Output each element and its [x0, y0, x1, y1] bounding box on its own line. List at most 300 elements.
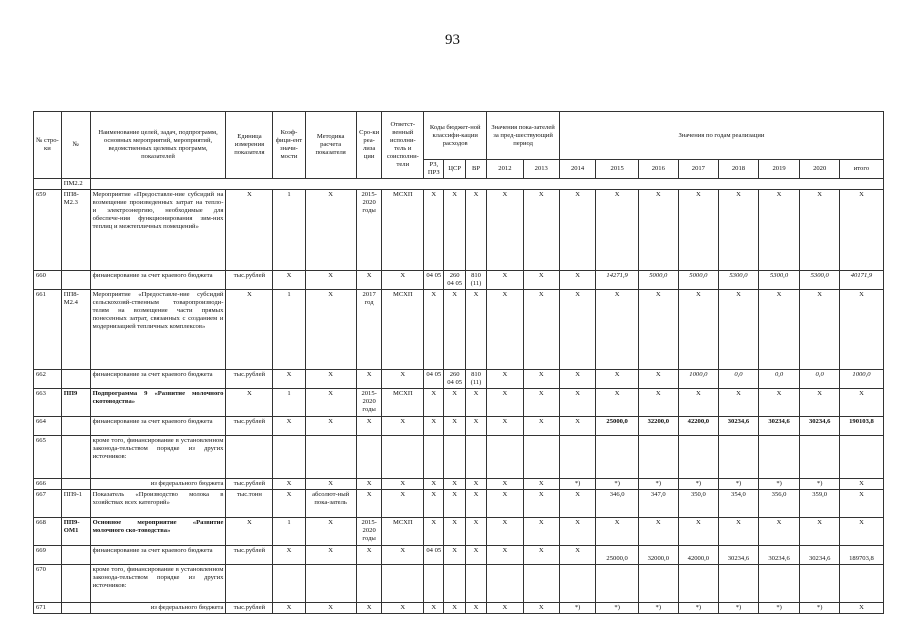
row-rz: Х [424, 417, 444, 436]
row-coef: 1 [273, 190, 305, 271]
table-cell [273, 436, 305, 479]
row-2017: Х [678, 518, 719, 546]
row-2017: 42200,0 [678, 417, 719, 436]
row-2014: Х [559, 546, 595, 565]
table-cell [639, 565, 679, 603]
row-csr: Х [444, 603, 465, 614]
row-total: Х [839, 518, 883, 546]
row-executor: Х [382, 479, 424, 490]
row-unit: тыс.рублей [226, 370, 273, 389]
row-name: финансирование за счет краевого бюджета [90, 417, 226, 436]
table-row [34, 565, 884, 603]
table-cell [382, 565, 424, 603]
row-2012: Х [487, 479, 523, 490]
table-cell [678, 436, 719, 479]
row-rz: Х [424, 190, 444, 271]
row-method: Х [305, 417, 356, 436]
row-total: 189703,8 [839, 546, 883, 565]
row-2012: Х [487, 546, 523, 565]
row-code: ПП9 [61, 389, 90, 417]
row-number: 663 [34, 389, 62, 417]
table-cell [465, 565, 486, 603]
row-csr: Х [444, 290, 465, 370]
row-coef: Х [273, 370, 305, 389]
row-code: ПП8-М2.4 [61, 290, 90, 370]
row-vr: Х [465, 417, 486, 436]
row-2019: Х [758, 389, 800, 417]
row-number: 671 [34, 603, 62, 614]
row-rz: 04 05 [424, 546, 444, 565]
row-2016: Х [639, 389, 679, 417]
row-coef: Х [273, 490, 305, 518]
row-executor: МСХП [382, 190, 424, 271]
header-2015: 2015 [596, 160, 639, 179]
row-term: 2015-2020 годы [356, 518, 382, 546]
row-2019: 30234,6 [758, 417, 800, 436]
row-vr: Х [465, 546, 486, 565]
row-2014: Х [559, 490, 595, 518]
row-number: 666 [34, 479, 62, 490]
row-2012: Х [487, 603, 523, 614]
row-method: Х [305, 518, 356, 546]
row-2020: Х [800, 190, 840, 271]
row-name: Показатель «Производство молока в хозяйствах всех категорий» [90, 490, 226, 518]
row-unit: Х [226, 190, 273, 271]
row-term: Х [356, 603, 382, 614]
header-2014: 2014 [559, 160, 595, 179]
program-table [33, 111, 884, 614]
row-2014: Х [559, 271, 595, 290]
row-2016: Х [639, 370, 679, 389]
row-unit: тыс.рублей [226, 417, 273, 436]
row-2015: Х [596, 518, 639, 546]
row-name: из федерального бюджета [90, 603, 226, 614]
row-2019: 0,0 [758, 370, 800, 389]
header-executor: Ответст-венный исполни-тель и соисполни-тели [382, 112, 424, 179]
row-method: Х [305, 389, 356, 417]
row-2013: Х [523, 603, 559, 614]
header-method: Методика расчета показателя [305, 112, 356, 179]
row-total: Х [839, 190, 883, 271]
row-code [61, 603, 90, 614]
row-coef: 1 [273, 518, 305, 546]
row-unit: тыс.рублей [226, 479, 273, 490]
row-2018: 354,0 [719, 490, 759, 518]
header-row-number: № стро-ки [34, 112, 62, 179]
table-cell [356, 436, 382, 479]
header-2012: 2012 [487, 160, 523, 179]
row-code: ПП9-1 [61, 490, 90, 518]
row-executor: Х [382, 417, 424, 436]
row-2012: Х [487, 190, 523, 271]
table-cell [226, 436, 273, 479]
row-2013: Х [523, 389, 559, 417]
row-2019: 30234,6 [758, 546, 800, 565]
header-unit: Единица измерения показателя [226, 112, 273, 179]
row-executor: МСХП [382, 290, 424, 370]
row-2015: Х [596, 290, 639, 370]
row-number: 668 [34, 518, 62, 546]
table-cell [596, 565, 639, 603]
row-number: 670 [34, 565, 62, 603]
row-vr: Х [465, 490, 486, 518]
row-method: Х [305, 479, 356, 490]
row-2018: Х [719, 290, 759, 370]
table-cell [839, 436, 883, 479]
row-2019: 5300,0 [758, 271, 800, 290]
row-number: 664 [34, 417, 62, 436]
row-name: кроме того, финансирование в установленном законода-тельством порядке из других источников: [90, 436, 226, 479]
row-2019: *) [758, 603, 800, 614]
header-2016: 2016 [639, 160, 679, 179]
row-vr: 810 (11) [465, 271, 486, 290]
row-name: Подпрограмма 9 «Развитие молочного скотоводства» [90, 389, 226, 417]
table-row [34, 479, 884, 490]
header-2019: 2019 [758, 160, 800, 179]
row-coef: 1 [273, 389, 305, 417]
row-vr: Х [465, 603, 486, 614]
row-2017: 42000,0 [678, 546, 719, 565]
row-2013: Х [523, 490, 559, 518]
row-2017: Х [678, 190, 719, 271]
row-2018: Х [719, 518, 759, 546]
row-vr: 810 (11) [465, 370, 486, 389]
row-2013: Х [523, 479, 559, 490]
row-2012: Х [487, 370, 523, 389]
row-name: Основное мероприятие «Развитие молочного ско-товодства» [90, 518, 226, 546]
row-2019: Х [758, 190, 800, 271]
row-coef: Х [273, 271, 305, 290]
row-unit: тыс.рублей [226, 271, 273, 290]
row-2015: 346,0 [596, 490, 639, 518]
row-unit: тыс.рублей [226, 603, 273, 614]
row-vr: Х [465, 389, 486, 417]
table-cell [61, 565, 90, 603]
row-2016: 5000,0 [639, 271, 679, 290]
table-cell [487, 436, 523, 479]
row-code [61, 417, 90, 436]
row-number: 667 [34, 490, 62, 518]
row-term: Х [356, 479, 382, 490]
row-code [61, 479, 90, 490]
row-2019: Х [758, 290, 800, 370]
row-number: 665 [34, 436, 62, 479]
row-name: кроме того, финансирование в установленном законода-тельством порядке из других источников: [90, 565, 226, 603]
table-cell [273, 565, 305, 603]
row-2012: Х [487, 417, 523, 436]
row-2015: 25000,0 [596, 417, 639, 436]
table-cell [523, 436, 559, 479]
row-csr: Х [444, 546, 465, 565]
table-cell [465, 436, 486, 479]
row-term: 2015-2020 годы [356, 389, 382, 417]
table-row [34, 518, 884, 546]
header-coefficient: Коэф-фици-ент значи-мости [273, 112, 305, 179]
table-cell [758, 565, 800, 603]
row-term: Х [356, 271, 382, 290]
table-row [34, 546, 884, 565]
table-cell [34, 179, 62, 190]
row-method: Х [305, 190, 356, 271]
row-term: 2015-2020 годы [356, 190, 382, 271]
row-2017: Х [678, 389, 719, 417]
row-2016: Х [639, 290, 679, 370]
row-2020: 30234,6 [800, 546, 840, 565]
row-code [61, 271, 90, 290]
table-cell [305, 436, 356, 479]
row-number: 661 [34, 290, 62, 370]
row-2016: Х [639, 518, 679, 546]
row-rz: 04 05 [424, 271, 444, 290]
table-cell [444, 565, 465, 603]
row-2016: 32000,0 [639, 546, 679, 565]
row-name: Мероприятие «Предоставле-ние субсидий сельскохозяй-ственным товаропроизводи-телям на возмещение части прямых понесенных затрат, связанных с созданием и модернизацией тепличных комплексов» [90, 290, 226, 370]
row-2019: 356,0 [758, 490, 800, 518]
table-row [34, 436, 884, 479]
row-2017: 350,0 [678, 490, 719, 518]
row-2014: Х [559, 518, 595, 546]
row-2018: 30234,6 [719, 417, 759, 436]
row-2014: *) [559, 603, 595, 614]
row-2018: *) [719, 603, 759, 614]
row-term: Х [356, 417, 382, 436]
header-csr: ЦСР [444, 160, 465, 179]
table-cell [487, 565, 523, 603]
row-2013: Х [523, 546, 559, 565]
header-2017: 2017 [678, 160, 719, 179]
row-2014: Х [559, 389, 595, 417]
row-vr: Х [465, 479, 486, 490]
row-coef: Х [273, 479, 305, 490]
table-row [34, 490, 884, 518]
row-2016: 32200,0 [639, 417, 679, 436]
row-2015: Х [596, 370, 639, 389]
table-row [34, 603, 884, 614]
row-2019: *) [758, 479, 800, 490]
row-unit: Х [226, 389, 273, 417]
row-2017: 5000,0 [678, 271, 719, 290]
row-vr: Х [465, 518, 486, 546]
header-number: № [61, 112, 90, 179]
table-row [34, 370, 884, 389]
table-cell [559, 565, 595, 603]
row-executor: Х [382, 271, 424, 290]
table-cell [382, 436, 424, 479]
row-name: финансирование за счет краевого бюджета [90, 370, 226, 389]
row-2015: 25000,0 [596, 546, 639, 565]
table-row [34, 417, 884, 436]
row-csr: Х [444, 518, 465, 546]
row-name: финансирование за счет краевого бюджета [90, 546, 226, 565]
row-2013: Х [523, 290, 559, 370]
row-2018: 0,0 [719, 370, 759, 389]
row-rz: Х [424, 603, 444, 614]
row-2020: 5300,0 [800, 271, 840, 290]
row-2017: 1000,0 [678, 370, 719, 389]
table-row [34, 389, 884, 417]
row-total: 1000,0 [839, 370, 883, 389]
row-2015: Х [596, 190, 639, 271]
row-total: 40171,9 [839, 271, 883, 290]
table-cell [226, 565, 273, 603]
row-2020: Х [800, 290, 840, 370]
table-cell [678, 565, 719, 603]
row-2012: Х [487, 490, 523, 518]
row-method: Х [305, 603, 356, 614]
row-total: Х [839, 479, 883, 490]
header-name: Наименование целей, задач, подпрограмм, основных мероприятий, мероприятий, ведомственных целевых программ, показателей [90, 112, 226, 179]
row-2020: 0,0 [800, 370, 840, 389]
table-cell [90, 179, 883, 190]
row-csr: Х [444, 190, 465, 271]
table-cell [424, 565, 444, 603]
table-cell [356, 565, 382, 603]
row-2012: Х [487, 271, 523, 290]
row-2017: *) [678, 603, 719, 614]
table-cell [61, 436, 90, 479]
row-total: 190103,8 [839, 417, 883, 436]
table-cell [719, 565, 759, 603]
header-previous-period: Значения пока-зателей за пред-шествующий период [487, 112, 560, 160]
row-number: 669 [34, 546, 62, 565]
table-cell [800, 565, 840, 603]
table-row [34, 290, 884, 370]
row-2017: *) [678, 479, 719, 490]
row-term: Х [356, 370, 382, 389]
row-method: Х [305, 271, 356, 290]
row-2015: *) [596, 479, 639, 490]
table-cell [596, 436, 639, 479]
row-2016: *) [639, 603, 679, 614]
row-2020: Х [800, 389, 840, 417]
pm-label: ПМ2.2 [61, 179, 90, 190]
row-executor: Х [382, 603, 424, 614]
row-2018: Х [719, 190, 759, 271]
header-total: итого [839, 160, 883, 179]
row-2015: Х [596, 389, 639, 417]
row-rz: Х [424, 389, 444, 417]
table-cell [559, 436, 595, 479]
row-2020: *) [800, 479, 840, 490]
table-cell [800, 436, 840, 479]
row-2013: Х [523, 271, 559, 290]
row-total: Х [839, 490, 883, 518]
table-cell [424, 436, 444, 479]
row-coef: Х [273, 546, 305, 565]
header-budget-codes: Коды бюджет-ной классифи-кации расходов [424, 112, 487, 160]
row-method: Х [305, 546, 356, 565]
row-rz: 04 05 [424, 370, 444, 389]
row-code [61, 546, 90, 565]
row-unit: тыс.рублей [226, 546, 273, 565]
row-total: Х [839, 290, 883, 370]
row-number: 660 [34, 271, 62, 290]
row-executor: МСХП [382, 389, 424, 417]
row-code: ПП9-ОМ1 [61, 518, 90, 546]
row-2014: Х [559, 190, 595, 271]
row-2013: Х [523, 370, 559, 389]
row-coef: 1 [273, 290, 305, 370]
row-term: Х [356, 490, 382, 518]
row-method: Х [305, 290, 356, 370]
table-cell [444, 436, 465, 479]
row-2015: *) [596, 603, 639, 614]
row-2012: Х [487, 290, 523, 370]
row-executor: Х [382, 370, 424, 389]
header-2020: 2020 [800, 160, 840, 179]
table-row [34, 271, 884, 290]
row-executor: Х [382, 490, 424, 518]
row-total: Х [839, 389, 883, 417]
row-2018: 30234,6 [719, 546, 759, 565]
row-rz: Х [424, 490, 444, 518]
header-rz: РЗ, ПРЗ [424, 160, 444, 179]
row-2012: Х [487, 389, 523, 417]
row-2014: Х [559, 370, 595, 389]
row-coef: Х [273, 603, 305, 614]
header-term: Сро-ки реа-лиза ции [356, 112, 382, 179]
row-rz: Х [424, 290, 444, 370]
row-2015: 14271,9 [596, 271, 639, 290]
header-years: Значения по годам реализации [559, 112, 883, 160]
row-code: ПП8-М2.3 [61, 190, 90, 271]
page-number: 93 [445, 32, 460, 48]
row-2017: Х [678, 290, 719, 370]
row-total: Х [839, 603, 883, 614]
row-code [61, 370, 90, 389]
row-2020: 359,0 [800, 490, 840, 518]
row-2018: *) [719, 479, 759, 490]
row-2013: Х [523, 190, 559, 271]
row-2020: 30234,6 [800, 417, 840, 436]
row-term: Х [356, 546, 382, 565]
row-2016: *) [639, 479, 679, 490]
table-cell [305, 565, 356, 603]
row-2018: 5300,0 [719, 271, 759, 290]
header-vr: ВР [465, 160, 486, 179]
row-method: абсолют-ный пока-затель [305, 490, 356, 518]
row-2016: Х [639, 190, 679, 271]
table-cell [639, 436, 679, 479]
row-csr: Х [444, 490, 465, 518]
row-vr: Х [465, 290, 486, 370]
row-2014: Х [559, 290, 595, 370]
row-executor: МСХП [382, 518, 424, 546]
row-2016: 347,0 [639, 490, 679, 518]
row-csr: 260 04 05 [444, 370, 465, 389]
row-2020: Х [800, 518, 840, 546]
row-name: финансирование за счет краевого бюджета [90, 271, 226, 290]
row-unit: Х [226, 518, 273, 546]
row-2014: Х [559, 417, 595, 436]
row-rz: Х [424, 479, 444, 490]
table-cell [523, 565, 559, 603]
row-coef: Х [273, 417, 305, 436]
row-2012: Х [487, 518, 523, 546]
header-2013: 2013 [523, 160, 559, 179]
row-csr: Х [444, 479, 465, 490]
row-2013: Х [523, 417, 559, 436]
row-number: 662 [34, 370, 62, 389]
row-rz: Х [424, 518, 444, 546]
row-csr: Х [444, 417, 465, 436]
row-method: Х [305, 370, 356, 389]
header-2018: 2018 [719, 160, 759, 179]
row-executor: Х [382, 546, 424, 565]
row-csr: 260 04 05 [444, 271, 465, 290]
row-unit: Х [226, 290, 273, 370]
row-term: 2017 год [356, 290, 382, 370]
